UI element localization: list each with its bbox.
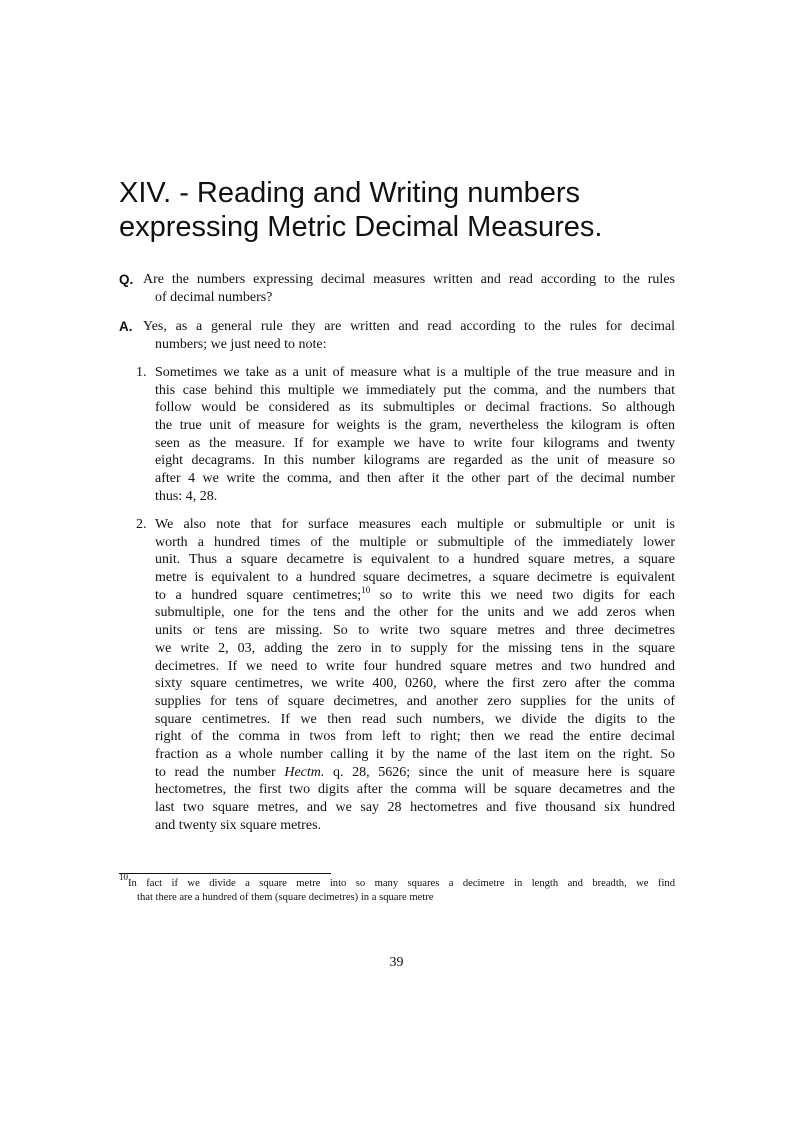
text-line: fraction as a whole number calling it by the name of the last item on the right. So — [155, 746, 675, 762]
text-line: submultiple, one for the tens and the other for the units and we add zeros when — [155, 605, 675, 621]
text-line: this case behind this multiple we immediately put the comma, and the numbers that — [155, 382, 675, 398]
text-line: right of the comma in twos from left to right; then we read the entire decimal — [155, 729, 675, 745]
text-line: thus: 4, 28. — [155, 488, 218, 504]
title-line: expressing Metric Decimal Measures. — [119, 211, 603, 243]
text-line: seen as the measure. If for example we have to write four kilograms and twenty — [155, 435, 675, 451]
text-line: sixty square centimetres, we write 400, 0260, where the first zero after the comma — [155, 676, 675, 692]
list-item-1 — [155, 364, 675, 506]
text-line: unit. Thus a square decametre is equivalent to a hundred square metres, a square — [155, 552, 675, 568]
text-line: we write 2, 03, adding the zero in to supply for the missing tens in the square — [155, 640, 675, 656]
italic-term: Hectm. — [284, 764, 325, 780]
text-line: the true unit of measure for weights is the gram, nevertheless the kilogram is often — [155, 418, 675, 434]
text-fragment: so to write this we need two digits for each — [370, 587, 675, 603]
footnote-marker: 10 — [119, 872, 128, 882]
text-line: eight decagrams. In this number kilograms are regarded as the unit of measure so — [155, 453, 675, 469]
footnote-text: In fact if we divide a square metre into so many squares a decimetre in length and breadth, we find — [128, 878, 675, 889]
title-line: XIV. - Reading and Writing numbers — [119, 177, 581, 209]
list-item-2 — [155, 516, 675, 834]
text-line: of decimal numbers? — [155, 289, 273, 305]
list-item-number: 1. — [136, 365, 147, 380]
answer-label: A. — [119, 319, 133, 334]
text-line: units or tens are missing. So to write two square metres and three decimetres — [155, 623, 675, 639]
text-line: metre is equivalent to a hundred square decimetres, a square decimetre is equivalent — [155, 570, 675, 586]
footnote — [119, 872, 675, 905]
text-line: hectometres, the first two digits after the comma will be square decametres and the — [155, 782, 675, 798]
text-line: Are the numbers expressing decimal measures written and read according to the rules — [143, 272, 675, 287]
section-title — [119, 176, 719, 244]
footnote-reference: 10 — [361, 584, 371, 595]
list-item-number: 2. — [136, 517, 147, 532]
answer-text — [143, 318, 675, 353]
question-label: Q. — [119, 272, 134, 287]
text-line: decimetres. If we need to write four hundred square metres and two hundred and — [155, 658, 675, 674]
text-fragment: to read the number — [155, 764, 285, 780]
footnote-line — [119, 872, 675, 891]
text-line: square centimetres. If we then read such numbers, we divide the digits to the — [155, 711, 675, 727]
text-line: Sometimes we take as a unit of measure what is a multiple of the true measure and in — [155, 365, 675, 380]
footnote-rule — [119, 873, 331, 874]
text-fragment: to a hundred square centimetres; — [155, 587, 362, 603]
text-line: We also note that for surface measures each multiple or submultiple or unit is — [155, 517, 675, 532]
text-line: supplies for tens of square decimetres, and another zero supplies for the units of — [155, 693, 675, 709]
text-fragment: q. 28, 5626; since the unit of measure here is square — [324, 764, 675, 780]
text-line: last two square metres, and we say 28 hectometres and five thousand six hundred — [155, 800, 675, 815]
page-number: 39 — [389, 955, 404, 970]
footnote-line: that there are a hundred of them (square decimetres) in a square metre — [137, 892, 434, 903]
text-line: numbers; we just need to note: — [155, 336, 327, 352]
text-line — [155, 584, 675, 605]
text-line: after 4 we write the comma, and then after it the other part of the decimal number — [155, 471, 675, 487]
text-line: and twenty six square metres. — [155, 817, 322, 833]
text-line — [155, 764, 675, 782]
text-line: Yes, as a general rule they are written and read according to the rules for decimal — [143, 319, 675, 334]
question-text — [143, 271, 675, 306]
text-line: worth a hundred times of the multiple or submultiple of the immediately lower — [155, 534, 675, 550]
text-line: follow would be considered as its submultiples or decimal fractions. So although — [155, 400, 675, 416]
